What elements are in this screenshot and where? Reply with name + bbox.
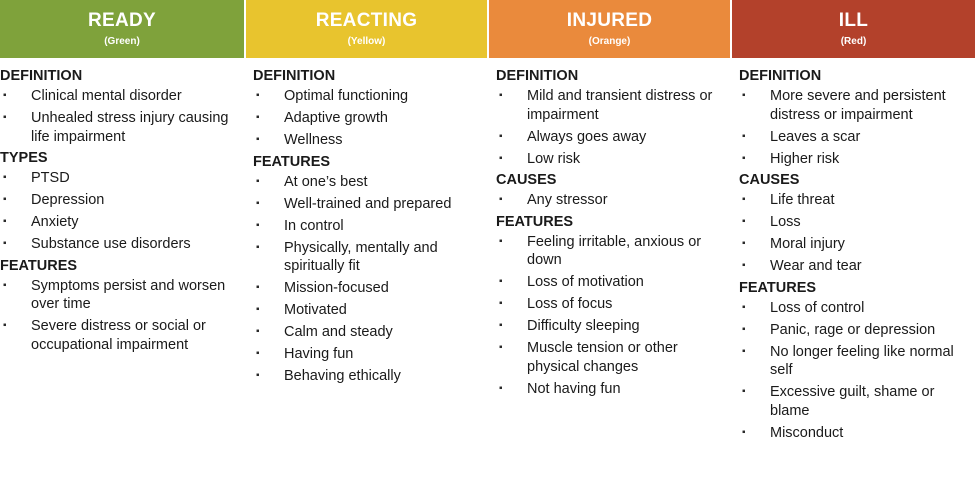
list-item: ▪ Depression (0, 191, 236, 210)
section (0, 258, 236, 355)
list-item: ▪ Motivated (253, 301, 489, 320)
bullet-list (253, 87, 489, 150)
header-reacting-subtitle: (Yellow) (347, 36, 386, 47)
list-item: ▪ Anxiety (0, 213, 236, 232)
bullet-list (0, 169, 236, 254)
bullet-list (739, 299, 975, 443)
section (253, 154, 489, 386)
list-item: ▪ Symptoms persist and worsen over time (0, 277, 236, 314)
list-item: ▪ Leaves a scar (739, 128, 975, 147)
list-item: ▪ Calm and steady (253, 323, 489, 342)
list-item: ▪ Mission-focused (253, 279, 489, 298)
header-ill-title: ILL (838, 10, 869, 31)
section-title: CAUSES (739, 172, 800, 188)
section (496, 68, 732, 168)
list-item: ▪ Having fun (253, 345, 489, 364)
section (739, 280, 975, 443)
list-item: ▪ Panic, rage or depression (739, 321, 975, 340)
list-item: ▪ Mild and transient distress or impairment (496, 87, 732, 124)
bullet-list (739, 191, 975, 276)
section-title: FEATURES (253, 153, 331, 170)
bullet-list (0, 277, 236, 355)
column-reacting (496, 64, 732, 402)
header-ready-subtitle: (Green) (104, 36, 140, 47)
list-item: ▪ Loss of focus (496, 295, 732, 314)
header-injured-subtitle: (Orange) (588, 36, 631, 47)
section (496, 214, 732, 399)
section (0, 68, 236, 146)
section-title: TYPES (0, 150, 48, 166)
section (496, 172, 732, 210)
list-item: ▪ Clinical mental disorder (0, 87, 236, 106)
stress-continuum-header (0, 0, 975, 58)
section-title: CAUSES (496, 172, 557, 188)
section (739, 68, 975, 168)
header-injured (489, 0, 730, 58)
section-title: DEFINITION (496, 68, 579, 84)
section-title: FEATURES (739, 279, 817, 296)
list-item: ▪ Always goes away (496, 128, 732, 147)
list-item: ▪ Wear and tear (739, 257, 975, 276)
header-ready (0, 0, 244, 58)
list-item: ▪ Muscle tension or other physical changes (496, 339, 732, 376)
list-item: ▪ Well-trained and prepared (253, 195, 489, 214)
list-item: ▪ Any stressor (496, 191, 732, 210)
list-item: ▪ Behaving ethically (253, 367, 489, 386)
header-ready-title: READY (87, 10, 156, 31)
column-ready (253, 64, 489, 389)
list-item: ▪ At one’s best (253, 173, 489, 192)
list-item: ▪ Loss of motivation (496, 273, 732, 292)
list-item: ▪ Excessive guilt, shame or blame (739, 383, 975, 420)
bullet-list (496, 191, 732, 210)
list-item: ▪ Moral injury (739, 235, 975, 254)
list-item: ▪ Physically, mentally and spiritually fit (253, 239, 489, 276)
bullet-list (496, 233, 732, 399)
list-item: ▪ Low risk (496, 150, 732, 169)
list-item: ▪ Life threat (739, 191, 975, 210)
column-ill (0, 64, 236, 358)
list-item: ▪ Unhealed stress injury causing life impairment (0, 109, 236, 146)
list-item: ▪ Feeling irritable, anxious or down (496, 233, 732, 270)
list-item: ▪ Not having fun (496, 380, 732, 399)
list-item: ▪ Loss (739, 213, 975, 232)
header-reacting-title: REACTING (315, 10, 418, 31)
section-title: DEFINITION (0, 68, 83, 84)
list-item: ▪ Wellness (253, 131, 489, 150)
bullet-list (739, 87, 975, 168)
bullet-list (0, 87, 236, 146)
bullet-list (496, 87, 732, 168)
list-item: ▪ More severe and persistent distress or impairment (739, 87, 975, 124)
bullet-list (253, 173, 489, 386)
section (253, 68, 489, 150)
column-injured (739, 64, 975, 446)
section-title: FEATURES (496, 213, 574, 230)
list-item: ▪ Severe distress or social or occupational impairment (0, 317, 236, 354)
list-item: ▪ Adaptive growth (253, 109, 489, 128)
section (739, 172, 975, 276)
section-title: DEFINITION (739, 68, 822, 84)
list-item: ▪ Optimal functioning (253, 87, 489, 106)
header-ill (732, 0, 975, 58)
list-item: ▪ PTSD (0, 169, 236, 188)
section (0, 150, 236, 254)
list-item: ▪ Substance use disorders (0, 235, 236, 254)
section-title: DEFINITION (253, 68, 336, 84)
list-item: ▪ Difficulty sleeping (496, 317, 732, 336)
list-item: ▪ Loss of control (739, 299, 975, 318)
list-item: ▪ No longer feeling like normal self (739, 343, 975, 380)
header-injured-title: INJURED (566, 10, 653, 31)
header-ill-subtitle: (Red) (840, 36, 867, 47)
list-item: ▪ Higher risk (739, 150, 975, 169)
section-title: FEATURES (0, 257, 78, 274)
header-reacting (246, 0, 487, 58)
list-item: ▪ Misconduct (739, 424, 975, 443)
list-item: ▪ In control (253, 217, 489, 236)
